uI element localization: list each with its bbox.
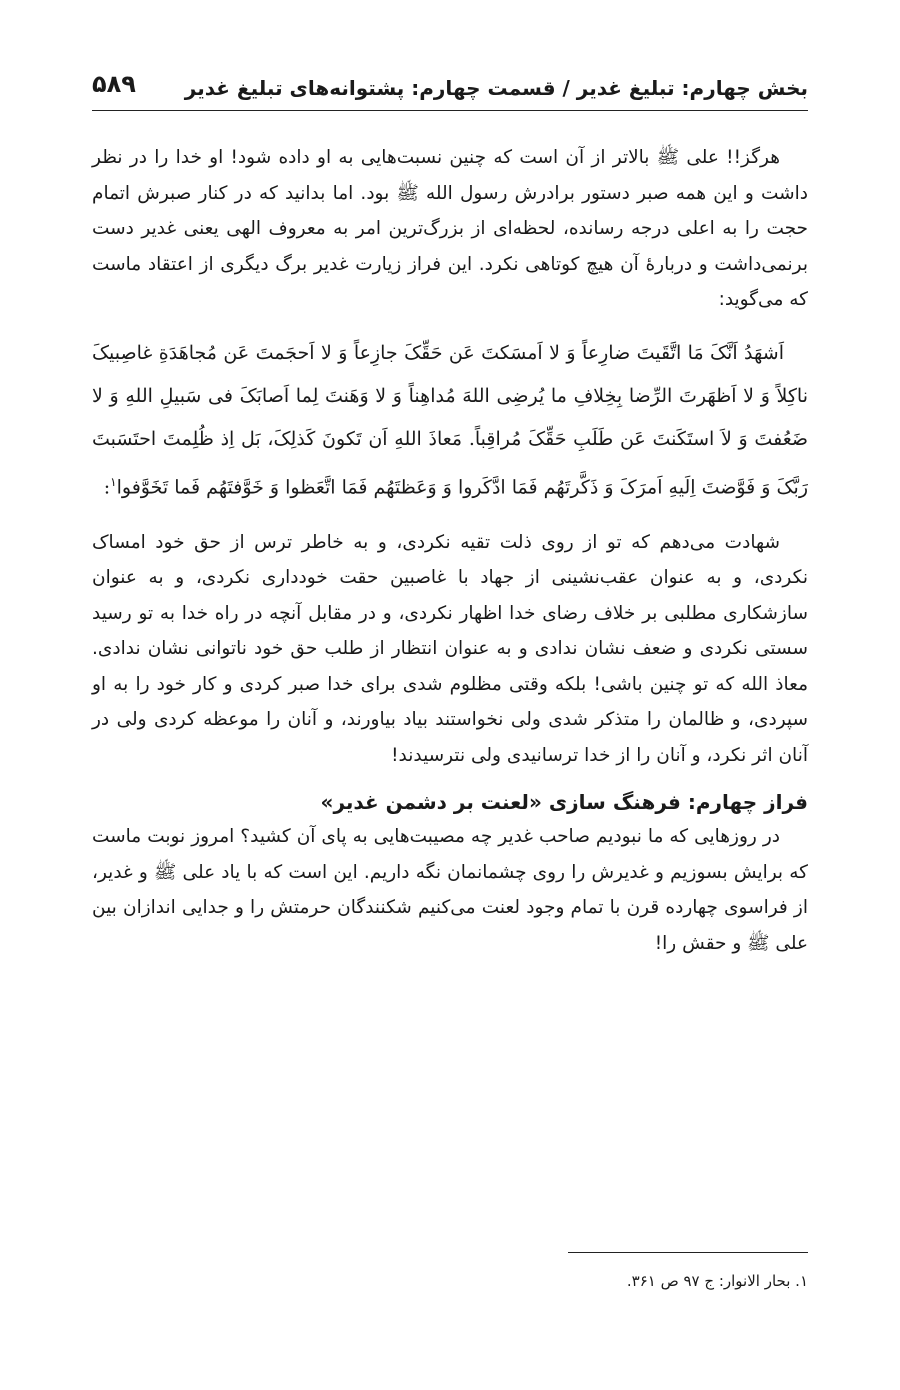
- running-title: بخش چهارم: تبلیغ غدیر / قسمت چهارم: پشتوانه‌های تبلیغ غدیر: [184, 76, 808, 100]
- paragraph-intro: هرگز!! علی ﷺ بالاتر از آن است که چنین نسبت‌هایی به او داده شود! او خدا را در نظر داشت و این همه صبر دستور برادرش رسول الله ﷺ بود. اما بدانید که در کنار صبرش اتمام حجت را به اعلی درجه رسانده، لحظه‌ای از بزرگ‌ترین امر به معروف الهی یعنی غدیر دست برنمی‌داشت و دربارهٔ آن هیچ کوتاهی نکرد. این فراز زیارت غدیر برگ دیگری از اعتقاد ماست که می‌گوید:: [92, 147, 808, 310]
- arabic-quote: [92, 332, 808, 509]
- page-header: [92, 62, 808, 111]
- footnote: ۱. بحار الانوار: ج ۹۷ ص ۳۶۱.: [626, 1272, 808, 1290]
- arabic-quote-end: :: [103, 475, 111, 498]
- arabic-quote-text: اَشهَدُ اَنَّکَ مَا اتَّقَیتَ ضارِعاً وَ لا اَمسَکتَ عَن حَقِّکَ جازِعاً وَ لا اَحجَمتَ عَن مُجاهَدَةِ غاصِبیکَ ناکِلاً وَ لا اَظهَرتَ الرِّضا بِخِلافِ ما یُرضِی اللهَ مُداهِناً وَ لا وَهَنتَ لِما اَصابَکَ فی سَبیلِ اللهِ وَ لا ضَعُفتَ وَ لاَ استَکَنتَ عَن طَلَبِ حَقِّکَ مُراقِباً. مَعاذَ اللهِ اَن تَکونَ کَذلِکَ، بَل اِذ ظُلِمتَ احتَسَبتَ رَبَّکَ وَ فَوَّضتَ اِلَیهِ اَمرَکَ وَ ذَکَّرتَهُم فَمَا ادَّکَروا وَ وَعَظتَهُم فَمَا اتَّعَظوا وَ خَوَّفتَهُم فَما تَخَوَّفوا: [92, 341, 808, 498]
- footnote-ref: ۱: [110, 474, 117, 489]
- page-number: ۵۸۹: [92, 70, 136, 98]
- section-heading: فراز چهارم: فرهنگ سازی «لعنت بر دشمن غدیر»: [320, 790, 808, 815]
- paragraph-section-four: در روزهایی که ما نبودیم صاحب غدیر چه مصیبت‌هایی به پای آن کشید؟ امروز نوبت ماست که برایش بسوزیم و غدیرش را روی چشمانمان نگه داریم. این است که با یاد علی ﷺ و غدیر، از فراسوی چهارده قرن با تمام وجود لعنت می‌کنیم شکنندگان حرمتش را و جدایی اندازان بین علی ﷺ و حقش را!: [92, 826, 808, 954]
- footnote-divider: [568, 1252, 808, 1253]
- paragraph-translation: شهادت می‌دهم که تو از روی ذلت تقیه نکردی، و به خاطر ترس از حق خود امساک نکردی، و به عنوان عقب‌نشینی از جهاد با غاصبین حقت خودداری نکردی، و به عنوان سازشکاری مطلبی بر خلاف رضای خدا اظهار نکردی، و در مقابل آنچه در راه خدا به تو رسید سستی نکردی و ضعف نشان ندادی و به عنوان انتظار از طلب حق خود ناتوانی نشان ندادی. معاذ الله که تو چنین باشی! بلکه وقتی مظلوم شدی برای خدا صبر کردی و کار خود را به او سپردی، و ظالمان را متذکر شدی ولی نخواستند بیاد بیاورند، و آنان را موعظه کردی ولی در آنان اثر نکرد، و آنان را از خدا ترسانیدی ولی نترسیدند!: [92, 531, 808, 766]
- page-body: [92, 140, 808, 961]
